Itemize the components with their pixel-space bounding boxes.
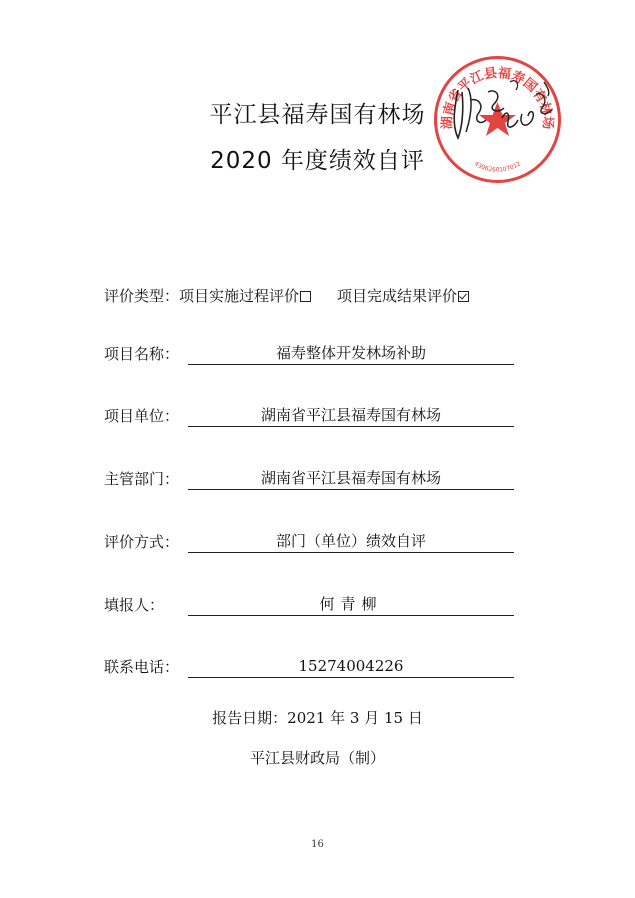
field-value: 湖南省平江县福寿国有林场 [188,405,514,427]
report-date: 报告日期：2021 年 3 月 15 日 [212,709,423,727]
field-label: 项目名称： [104,345,180,363]
field-value: 15274004226 [188,656,514,678]
handwritten-signature [440,70,560,145]
field-value: 福寿整体开发林场补助 [188,343,514,365]
evaluation-type-label: 评价类型： [104,287,180,305]
field-phone [104,656,514,680]
field-label: 联系电话： [104,658,180,676]
field-label: 项目单位： [104,407,180,425]
field-label: 评价方式： [104,533,180,551]
field-value: 湖南省平江县福寿国有林场 [188,468,514,490]
process-evaluation-checkbox[interactable] [300,291,311,302]
svg-text:4306260107012 [473,160,522,174]
field-supervising-department [104,468,514,492]
document-title: 平江县福寿国有林场 [209,102,426,128]
field-value: 部门（单位）绩效自评 [188,531,514,553]
option-process-evaluation: 项目实施过程评价 [179,287,300,305]
issuer: 平江县财政局（制） [249,749,385,767]
result-evaluation-checkbox[interactable] [458,291,469,302]
field-evaluation-method [104,531,514,555]
field-value: 何青柳 [188,594,514,616]
field-filler [104,594,514,618]
field-project-name [104,343,514,367]
field-label: 主管部门： [104,470,180,488]
option-result-evaluation: 项目完成结果评价 [337,287,458,305]
seal-code: 4306260107012 [472,160,523,174]
field-project-unit [104,405,514,429]
page-number: 16 [311,839,324,850]
seal-text: 湖南省平江县福寿国有林场 [440,65,555,130]
field-label: 填报人： [104,596,165,614]
evaluation-type-line [104,285,469,306]
document-subtitle: 2020 年度绩效自评 [210,148,425,174]
